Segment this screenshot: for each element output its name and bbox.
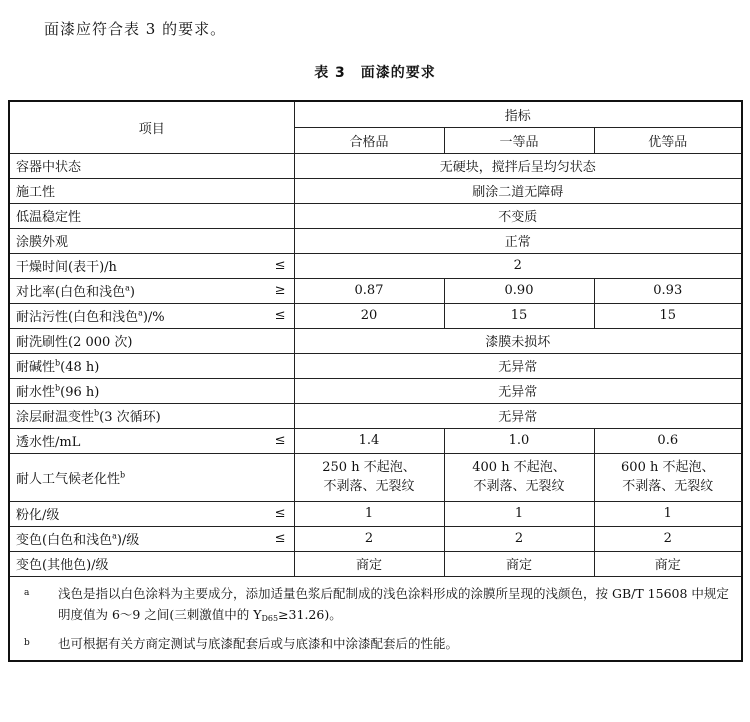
requirements-table [8,100,743,662]
footnotes-cell [9,576,742,661]
row-merged-value: 正常 [294,228,742,253]
table-row [9,178,742,203]
row-item-name [9,153,294,178]
table-row [9,203,742,228]
row-item-name [9,328,294,353]
row-grade-value: 0.90 [444,278,594,303]
row-grade-value: 0.6 [594,428,742,453]
row-grade-value: 1 [594,501,742,526]
row-item-name [9,403,294,428]
row-grade-value: 15 [444,303,594,328]
row-item-label: 耐人工气候老化性$^b$ [16,470,126,487]
footnote-b-text: 也可根据有关方商定测试与底漆配套后或与底漆和中涂漆配套后的性能。 [58,635,459,651]
header-grade-superior: 优等品 [594,127,742,153]
row-grade-value: 250 h 不起泡、 不剥落、无裂纹 [294,453,444,501]
row-merged-value: 漆膜未损坏 [294,328,742,353]
row-item-name [9,428,294,453]
row-item-name [9,178,294,203]
table-row [9,353,742,378]
table-row [9,328,742,353]
row-item-name [9,253,294,278]
row-grade-value: 20 [294,303,444,328]
row-item-name [9,551,294,576]
row-item-label: 耐洗刷性(2 000 次) [16,335,133,350]
row-grade-value: 0.87 [294,278,444,303]
row-grade-value: 1.4 [294,428,444,453]
footnote-b [16,633,735,654]
header-grade-first: 一等品 [444,127,594,153]
table-caption: 表 3 面漆的要求 [314,65,436,81]
table-row [9,378,742,403]
row-item-label: 施工性 [16,185,56,200]
table-row [9,526,742,551]
row-grade-value: 商定 [294,551,444,576]
row-item-name [9,353,294,378]
row-grade-value: 2 [594,526,742,551]
row-grade-value: 1 [444,501,594,526]
row-item-name [9,501,294,526]
row-comparison-symbol: ≤ [274,531,286,546]
row-grade-value: 2 [294,526,444,551]
row-grade-value: 600 h 不起泡、 不剥落、无裂纹 [594,453,742,501]
header-grade-qualified: 合格品 [294,127,444,153]
intro-text: 面漆应符合表 3 的要求。 [44,20,227,38]
table-footnotes [9,576,742,661]
row-grade-value: 1.0 [444,428,594,453]
row-item-name [9,228,294,253]
row-comparison-symbol: ≥ [274,283,286,298]
row-comparison-symbol: ≤ [274,308,286,323]
row-merged-value: 刷涂二道无障碍 [294,178,742,203]
table-row [9,253,742,278]
row-item-name [9,303,294,328]
row-item-label: 涂层耐温变性$^b$(3 次循环) [16,408,161,425]
table-row [9,403,742,428]
row-item-label: 耐沾污性(白色和浅色$^a$)/% [16,308,165,325]
row-item-label: 粉化/级 [16,508,60,523]
row-item-label: 干燥时间(表干)/h [16,260,117,275]
table-row [9,501,742,526]
table-row [9,228,742,253]
row-grade-value: 商定 [594,551,742,576]
row-item-label: 容器中状态 [16,160,82,175]
row-grade-value: 2 [444,526,594,551]
footnote-a-text: 浅色是指以白色涂料为主要成分，添加适量色浆后配制成的浅色涂料形成的涂膜所呈现的浅颜色，按 GB/T 15608 中规定明度值为 6～9 之间(三刺激值中的 $Y_{D65}\ge 31.26$)。 [58,585,729,623]
footnote-a-mark: a [24,587,30,598]
table-body [9,153,742,576]
table-row [9,153,742,178]
header-indicator: 指标 [294,101,742,127]
row-merged-value: 不变质 [294,203,742,228]
row-item-label: 对比率(白色和浅色$^a$) [16,283,135,300]
row-item-name [9,378,294,403]
table-row [9,278,742,303]
row-comparison-symbol: ≤ [274,258,286,273]
row-item-label: 透水性/mL [16,435,81,450]
row-item-name [9,453,294,501]
footnote-a [16,583,735,629]
header-item: 项目 [9,101,294,153]
row-item-name [9,278,294,303]
footnote-b-mark: b [24,637,30,648]
row-item-label: 低温稳定性 [16,210,82,225]
row-grade-value: 15 [594,303,742,328]
row-merged-value: 无异常 [294,378,742,403]
row-merged-value: 2 [294,253,742,278]
table-row [9,551,742,576]
row-merged-value: 无异常 [294,403,742,428]
row-item-label: 耐碱性$^b$(48 h) [16,358,100,375]
table-row [9,303,742,328]
table-row [9,453,742,501]
requirements-table-wrap [8,100,741,662]
row-comparison-symbol: ≤ [274,506,286,521]
row-grade-value: 400 h 不起泡、 不剥落、无裂纹 [444,453,594,501]
row-comparison-symbol: ≤ [274,433,286,448]
row-merged-value: 无硬块，搅拌后呈均匀状态 [294,153,742,178]
row-item-label: 耐水性$^b$(96 h) [16,383,100,400]
row-item-name [9,203,294,228]
row-grade-value: 商定 [444,551,594,576]
row-grade-value: 1 [294,501,444,526]
row-merged-value: 无异常 [294,353,742,378]
row-item-name [9,526,294,551]
row-grade-value: 0.93 [594,278,742,303]
table-row [9,428,742,453]
row-item-label: 变色(其他色)/级 [16,558,109,573]
row-item-label: 变色(白色和浅色$^a$)/级 [16,531,140,548]
row-item-label: 涂膜外观 [16,235,69,250]
